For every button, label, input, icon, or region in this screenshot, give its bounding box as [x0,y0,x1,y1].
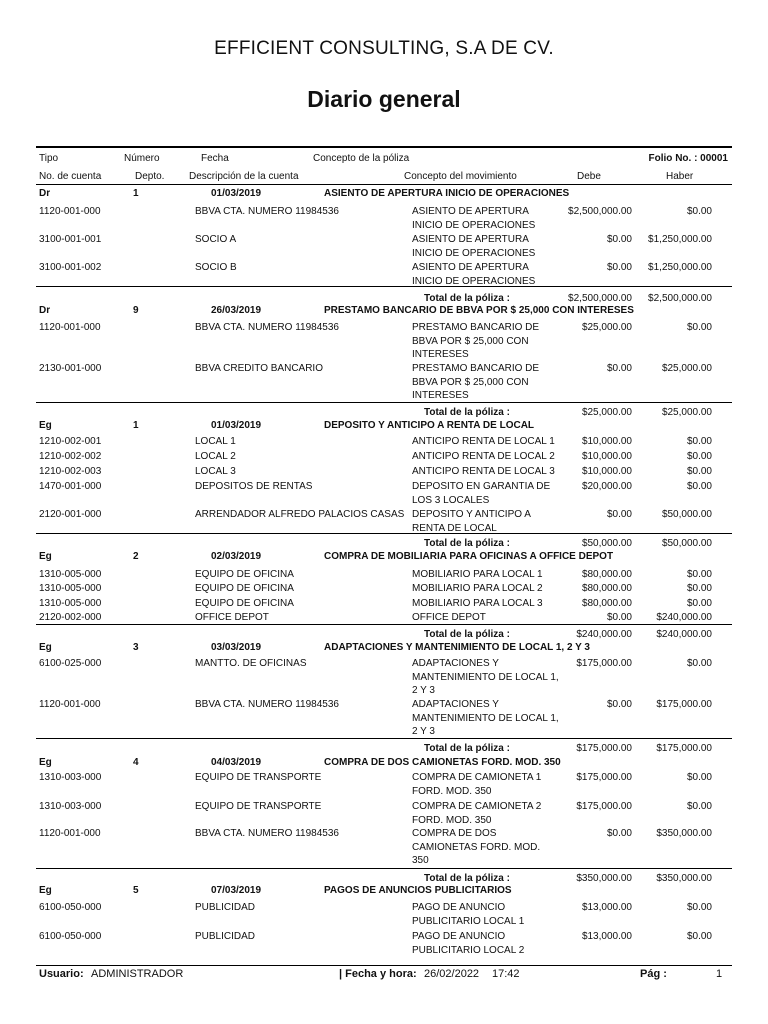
movement-credit: $350,000.00 [656,828,712,839]
footer-page-label: Pág : [640,968,667,980]
movement-concept-line: ASIENTO DE APERTURA [412,206,529,217]
movement-concept-line: RENTA DE LOCAL [412,522,497,534]
movement-description: EQUIPO DE TRANSPORTE [195,801,322,812]
poliza-fecha: 07/03/2019 [211,885,262,896]
movement-account: 1310-003-000 [39,772,102,783]
movement-description: DEPOSITOS DE RENTAS [195,481,313,492]
movement-account: 1120-001-000 [39,828,101,839]
footer-user: ADMINISTRADOR [91,968,184,980]
movement-concept-line: 2 Y 3 [412,685,435,696]
movement-concept-line: INICIO DE OPERACIONES [412,275,536,287]
movement-account: 1120-001-000 [39,206,101,217]
movement-credit: $0.00 [686,931,712,942]
movement-debit: $80,000.00 [581,569,632,580]
movement-concept-line: ADAPTACIONES Y [412,658,499,669]
poliza-total-debit: $50,000.00 [581,538,632,549]
movement-description: PUBLICIDAD [195,902,256,913]
header-haber: Haber [666,171,694,182]
movement-credit: $0.00 [686,206,712,217]
movement-credit: $0.00 [686,466,712,477]
movement-credit: $240,000.00 [656,612,712,623]
poliza-concepto: DEPOSITO Y ANTICIPO A RENTA DE LOCAL [324,420,535,431]
movement-credit: $0.00 [686,658,712,669]
poliza-concepto: ASIENTO DE APERTURA INICIO DE OPERACIONES [324,188,570,199]
movement-concept-line: ANTICIPO RENTA DE LOCAL 2 [412,451,555,462]
poliza-total-label: Total de la póliza : [424,407,510,418]
movement-debit: $80,000.00 [581,583,632,594]
poliza-total-credit: $25,000.00 [661,407,712,418]
poliza-fecha: 01/03/2019 [211,420,262,431]
movement-concept-line: OFFICE DEPOT [412,612,486,623]
movement-credit: $0.00 [686,436,712,447]
footer-date: 26/02/2022 [424,968,480,980]
movement-credit: $0.00 [686,322,712,333]
movement-credit: $0.00 [686,583,712,594]
movement-account: 2130-001-000 [39,363,102,374]
movement-debit: $20,000.00 [581,481,632,492]
poliza-total-rule [36,402,732,403]
movement-account: 6100-025-000 [39,658,102,669]
movement-debit: $0.00 [606,234,632,245]
poliza-total-rule [36,868,732,869]
poliza-numero: 1 [133,188,139,199]
poliza-total-rule [36,286,732,287]
movement-account: 1310-003-000 [39,801,102,812]
poliza-fecha: 03/03/2019 [211,642,262,653]
header-descripcion: Descripción de la cuenta [189,171,299,182]
poliza-concepto: ADAPTACIONES Y MANTENIMIENTO DE LOCAL 1, 2 Y 3 [324,642,590,653]
poliza-concepto: COMPRA DE MOBILIARIA PARA OFICINAS A OFFICE DEPOT [324,551,614,562]
movement-debit: $0.00 [606,699,632,710]
movement-concept-line: MOBILIARIO PARA LOCAL 1 [412,569,543,580]
movement-description: BBVA CREDITO BANCARIO [195,363,323,374]
movement-debit: $80,000.00 [581,598,632,609]
poliza-numero: 9 [133,305,139,316]
movement-concept-line: CAMIONETAS FORD. MOD. [412,841,541,853]
movement-description: MANTTO. DE OFICINAS [195,658,307,669]
movement-concept-line: COMPRA DE CAMIONETA 1 [412,772,542,783]
poliza-concepto: PRESTAMO BANCARIO DE BBVA POR $ 25,000 CON INTERESES [324,305,634,316]
poliza-total-credit: $2,500,000.00 [648,293,712,304]
poliza-concepto: COMPRA DE DOS CAMIONETAS FORD. MOD. 350 [324,757,561,768]
movement-account: 3100-001-001 [39,234,102,245]
movement-debit: $0.00 [606,262,632,273]
header-fecha: Fecha [201,153,229,164]
poliza-total-debit: $175,000.00 [576,743,632,754]
movement-debit: $13,000.00 [581,902,632,913]
poliza-total-label: Total de la póliza : [424,293,510,304]
movement-description: SOCIO A [195,234,237,245]
movement-credit: $1,250,000.00 [648,262,712,273]
movement-concept-line: 350 [412,855,429,866]
movement-description: OFFICE DEPOT [195,612,269,623]
poliza-total-credit: $240,000.00 [656,629,712,640]
movement-account: 1120-001-000 [39,699,101,710]
footer-rule [36,965,732,966]
movement-credit: $1,250,000.00 [648,234,712,245]
movement-concept-line: ANTICIPO RENTA DE LOCAL 1 [412,436,555,447]
movement-concept-line: INICIO DE OPERACIONES [412,219,536,231]
poliza-total-debit: $25,000.00 [581,407,632,418]
movement-debit: $2,500,000.00 [568,206,632,217]
poliza-total-credit: $175,000.00 [656,743,712,754]
footer-datetime-label: | Fecha y hora: [339,968,417,980]
movement-account: 1310-005-000 [39,583,102,594]
report-title: Diario general [307,86,461,112]
movement-description: EQUIPO DE OFICINA [195,569,294,580]
movement-concept-line: PAGO DE ANUNCIO [412,902,506,913]
header-concepto-poliza: Concepto de la póliza [313,153,410,164]
poliza-total-credit: $350,000.00 [656,873,712,884]
poliza-numero: 5 [133,885,139,896]
poliza-total-rule [36,533,732,534]
movement-concept-line: INTERESES [412,349,469,360]
movement-concept-line: ANTICIPO RENTA DE LOCAL 3 [412,466,555,477]
movement-debit: $25,000.00 [581,322,632,333]
poliza-numero: 2 [133,551,139,562]
movement-concept-line: MANTENIMIENTO DE LOCAL 1, [412,671,559,683]
movement-account: 1310-005-000 [39,569,102,580]
movement-concept-line: BBVA POR $ 25,000 CON [412,376,529,388]
movement-concept-line: FORD. MOD. 350 [412,814,492,826]
movement-debit: $13,000.00 [581,931,632,942]
movement-account: 1210-002-001 [39,436,102,447]
movement-debit: $10,000.00 [581,451,632,462]
movement-concept-line: MANTENIMIENTO DE LOCAL 1, [412,712,559,724]
footer-page-number: 1 [716,968,723,980]
movement-description: BBVA CTA. NUMERO 11984536 [195,206,339,217]
header-bottom-rule [36,184,732,185]
movement-description: EQUIPO DE OFICINA [195,583,294,594]
movement-concept-line: FORD. MOD. 350 [412,785,492,797]
movement-concept-line: DEPOSITO Y ANTICIPO A [412,509,531,520]
poliza-total-label: Total de la póliza : [424,873,510,884]
poliza-fecha: 01/03/2019 [211,188,262,199]
movement-account: 2120-001-000 [39,509,102,520]
movement-concept-line: INTERESES [412,390,469,401]
movement-debit: $10,000.00 [581,466,632,477]
company-name: EFFICIENT CONSULTING, S.A DE CV. [214,38,554,59]
poliza-numero: 1 [133,420,139,431]
poliza-numero: 3 [133,642,139,653]
movement-concept-line: ASIENTO DE APERTURA [412,234,529,245]
movement-debit: $0.00 [606,828,632,839]
movement-account: 1310-005-000 [39,598,102,609]
movement-account: 1120-001-000 [39,322,101,333]
movement-credit: $0.00 [686,451,712,462]
movement-concept-line: ADAPTACIONES Y [412,699,499,710]
movement-credit: $50,000.00 [661,509,712,520]
movement-credit: $0.00 [686,598,712,609]
movement-concept-line: ASIENTO DE APERTURA [412,262,529,273]
movement-description: LOCAL 1 [195,436,236,447]
poliza-fecha: 26/03/2019 [211,305,262,316]
movement-concept-line: INICIO DE OPERACIONES [412,247,536,259]
movement-concept-line: COMPRA DE CAMIONETA 2 [412,801,542,812]
poliza-total-debit: $2,500,000.00 [568,293,632,304]
movement-concept-line: PUBLICITARIO LOCAL 2 [412,944,525,956]
movement-description: LOCAL 3 [195,466,236,477]
footer-time: 17:42 [492,968,520,980]
movement-concept-line: DEPOSITO EN GARANTIA DE [412,481,551,492]
movement-account: 1210-002-003 [39,466,102,477]
movement-debit: $0.00 [606,509,632,520]
header-depto: Depto. [135,171,165,182]
movement-description: SOCIO B [195,262,237,273]
movement-account: 6100-050-000 [39,902,102,913]
movement-account: 3100-001-002 [39,262,102,273]
movement-credit: $0.00 [686,772,712,783]
movement-credit: $0.00 [686,569,712,580]
poliza-total-rule [36,624,732,625]
poliza-tipo: Dr [39,188,51,199]
poliza-total-credit: $50,000.00 [661,538,712,549]
movement-credit: $0.00 [686,481,712,492]
movement-concept-line: LOS 3 LOCALES [412,494,490,506]
movement-debit: $175,000.00 [576,658,632,669]
poliza-tipo: Dr [39,305,51,316]
movement-description: PUBLICIDAD [195,931,256,942]
poliza-concepto: PAGOS DE ANUNCIOS PUBLICITARIOS [324,885,512,896]
movement-concept-line: COMPRA DE DOS [412,828,497,839]
header-tipo: Tipo [39,153,59,164]
movement-credit: $25,000.00 [661,363,712,374]
poliza-total-rule [36,738,732,739]
poliza-total-label: Total de la póliza : [424,629,510,640]
movement-debit: $175,000.00 [576,801,632,812]
movement-debit: $0.00 [606,363,632,374]
header-cuenta: No. de cuenta [39,171,102,182]
movement-debit: $175,000.00 [576,772,632,783]
folio-number: Folio No. : 00001 [648,153,728,164]
movement-account: 6100-050-000 [39,931,102,942]
movement-account: 2120-002-000 [39,612,102,623]
footer-user-label: Usuario: [39,968,84,980]
poliza-tipo: Eg [39,757,52,768]
poliza-total-label: Total de la póliza : [424,743,510,754]
poliza-numero: 4 [133,757,139,768]
poliza-total-debit: $240,000.00 [576,629,632,640]
poliza-total-debit: $350,000.00 [576,873,632,884]
header-top-rule [36,146,732,148]
movement-account: 1210-002-002 [39,451,102,462]
movement-credit: $0.00 [686,902,712,913]
movement-concept-line: MOBILIARIO PARA LOCAL 2 [412,583,543,594]
header-numero: Número [124,153,160,164]
movement-concept-line: MOBILIARIO PARA LOCAL 3 [412,598,543,609]
poliza-fecha: 02/03/2019 [211,551,262,562]
movement-concept-line: 2 Y 3 [412,726,435,737]
movement-debit: $0.00 [606,612,632,623]
movement-concept-line: BBVA POR $ 25,000 CON [412,335,529,347]
poliza-tipo: Eg [39,551,52,562]
movement-concept-line: PRESTAMO BANCARIO DE [412,363,540,374]
header-debe: Debe [577,171,601,182]
movement-concept-line: PUBLICITARIO LOCAL 1 [412,915,525,927]
movement-description: BBVA CTA. NUMERO 11984536 [195,699,339,710]
movement-description: EQUIPO DE TRANSPORTE [195,772,322,783]
movement-concept-line: PRESTAMO BANCARIO DE [412,322,540,333]
movement-credit: $0.00 [686,801,712,812]
header-concepto-movimiento: Concepto del movimiento [404,171,517,182]
movement-concept-line: PAGO DE ANUNCIO [412,931,506,942]
movement-debit: $10,000.00 [581,436,632,447]
poliza-tipo: Eg [39,642,52,653]
poliza-tipo: Eg [39,885,52,896]
poliza-total-label: Total de la póliza : [424,538,510,549]
movement-credit: $175,000.00 [656,699,712,710]
movement-description: LOCAL 2 [195,451,236,462]
movement-account: 1470-001-000 [39,481,102,492]
movement-description: ARRENDADOR ALFREDO PALACIOS CASAS [195,509,405,520]
poliza-tipo: Eg [39,420,52,431]
movement-description: BBVA CTA. NUMERO 11984536 [195,322,339,333]
poliza-fecha: 04/03/2019 [211,757,262,768]
movement-description: BBVA CTA. NUMERO 11984536 [195,828,339,839]
movement-description: EQUIPO DE OFICINA [195,598,294,609]
